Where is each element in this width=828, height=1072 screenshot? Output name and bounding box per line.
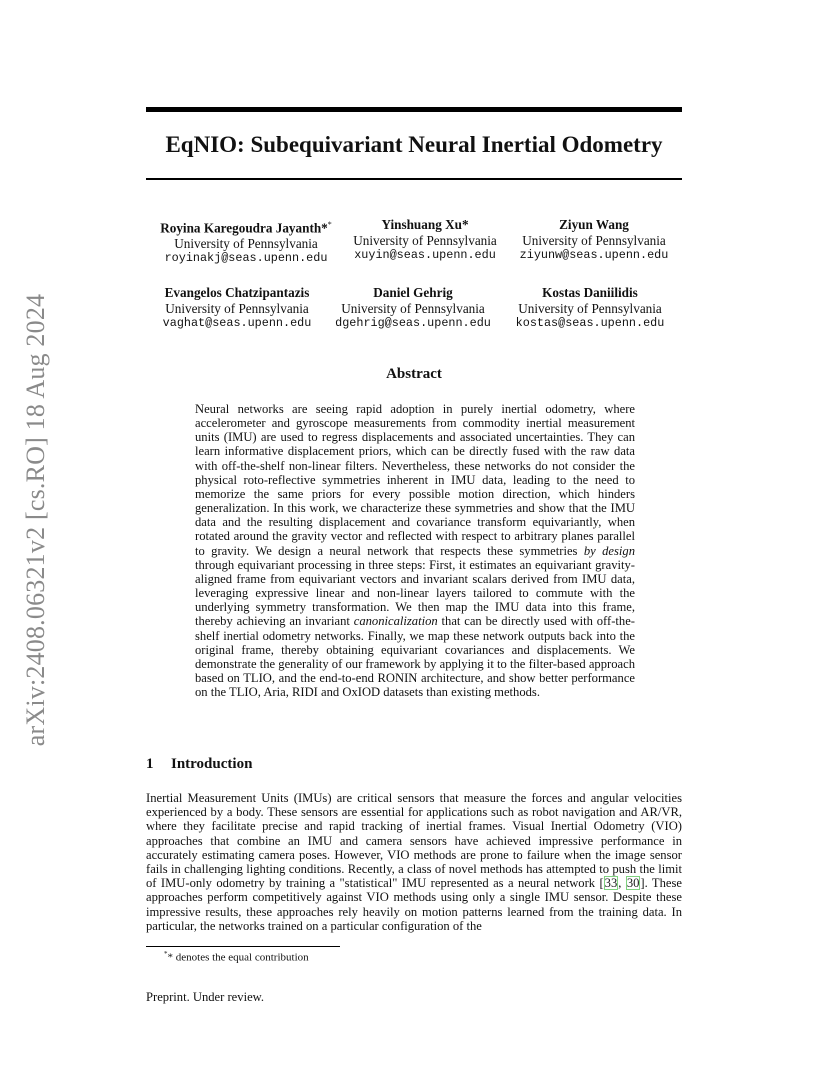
author-4	[147, 285, 327, 332]
author-affiliation: University of Pennsylvania	[174, 235, 318, 251]
section-number: 1	[146, 756, 154, 772]
author-name: Ziyun Wang	[559, 217, 629, 232]
section-title: Introduction	[171, 756, 253, 772]
author-affiliation: University of Pennsylvania	[353, 232, 497, 248]
author-affiliation: University of Pennsylvania	[522, 232, 666, 248]
author-1	[156, 217, 336, 267]
preprint-notice: Preprint. Under review.	[146, 990, 265, 1004]
author-email[interactable]: vaghat@seas.upenn.edu	[162, 316, 312, 330]
abstract-heading: Abstract	[386, 366, 442, 382]
author-name: Daniel Gehrig	[373, 285, 453, 300]
author-2	[335, 217, 515, 264]
footnote: ** denotes the equal contribution	[164, 950, 309, 964]
author-affiliation: University of Pennsylvania	[165, 300, 309, 316]
footnote-rule	[146, 946, 340, 947]
citation-link[interactable]: 33	[604, 876, 618, 891]
author-6	[500, 285, 680, 332]
citation-link[interactable]: 30	[626, 876, 640, 891]
section-heading-introduction	[146, 756, 252, 773]
author-email[interactable]: royinakj@seas.upenn.edu	[164, 251, 328, 266]
author-name: Royina Karegoudra Jayanth**	[160, 220, 332, 236]
author-email[interactable]: dgehrig@seas.upenn.edu	[335, 316, 491, 330]
author-3	[504, 217, 684, 264]
author-affiliation: University of Pennsylvania	[518, 300, 662, 316]
author-name: Yinshuang Xu*	[381, 217, 469, 232]
paper-title: EqNIO: Subequivariant Neural Inertial Odometry	[165, 132, 663, 157]
arxiv-identifier-stamp: arXiv:2408.06321v2 [cs.RO] 18 Aug 2024	[21, 293, 50, 747]
abstract-text: Neural networks are seeing rapid adoption in purely inertial odometry, where accelerometer and gyroscope measurements from commodity inertial measurement units (IMU) are used to regress displacements and associated uncertainties. They can learn informative displacement priors, which can be directly fused with the raw data with off-the-shelf non-linear filters. Nevertheless, these networks do not consider the physical roto-reflective symmetries inherent in IMU data, leading to the need to memorize the same priors for every possible motion direction, which hinders generalization. In this work, we characterize these symmetries and show that the IMU data and the resulting displacement and covariance transform equivariantly, when rotated around the gravity vector and reflected with respect to arbitrary planes parallel to gravity. We design a neural network that respects these symmetries by design through equivariant processing in three steps: First, it estimates an equivariant gravity-aligned frame from equivariant vectors and invariant scalars derived from IMU data, leveraging expressive linear and non-linear layers tailored to commute with the underlying symmetry transformation. We then map the IMU data into this frame, thereby achieving an invariant canonicalization that can be directly used with off-the-shelf inertial odometry networks. Finally, we map these network outputs back into the original frame, thereby obtaining equivariant covariances and displacements. We demonstrate the generality of our framework by applying it to the filter-based approach based on TLIO, and the end-to-end RONIN architecture, and show better performance on the TLIO, Aria, RIDI and OxIOD datasets than existing methods.	[195, 402, 635, 700]
author-email[interactable]: kostas@seas.upenn.edu	[515, 316, 665, 330]
title-bottom-rule	[146, 178, 682, 180]
author-email[interactable]: xuyin@seas.upenn.edu	[354, 248, 496, 262]
introduction-text: Inertial Measurement Units (IMUs) are critical sensors that measure the forces and angular velocities experienced by a body. These sensors are essential for applications such as robot navigation and AR/VR, where they facilitate precise and rapid tracking of inertial frames. Visual Inertial Odometry (VIO) approaches that combine an IMU and camera sensors have achieved impressive performance in accurately estimating camera poses. However, VIO methods are prone to failure when the image sensor fails in challenging lighting conditions. Recently, a class of novel methods has attempted to push the limit of IMU-only odometry by training a "statistical" IMU represented as a neural network [33, 30]. These approaches perform competitively against VIO methods using only a single IMU sensor. Despite these impressive results, these approaches rely heavily on motion patterns learned from the training data. In particular, the networks trained on a particular configuration of the	[146, 791, 682, 933]
title-top-rule	[146, 107, 682, 112]
author-5	[323, 285, 503, 332]
author-name: Evangelos Chatzipantazis	[164, 285, 310, 300]
author-affiliation: University of Pennsylvania	[341, 300, 485, 316]
author-email[interactable]: ziyunw@seas.upenn.edu	[519, 248, 669, 262]
author-name: Kostas Daniilidis	[542, 285, 638, 300]
